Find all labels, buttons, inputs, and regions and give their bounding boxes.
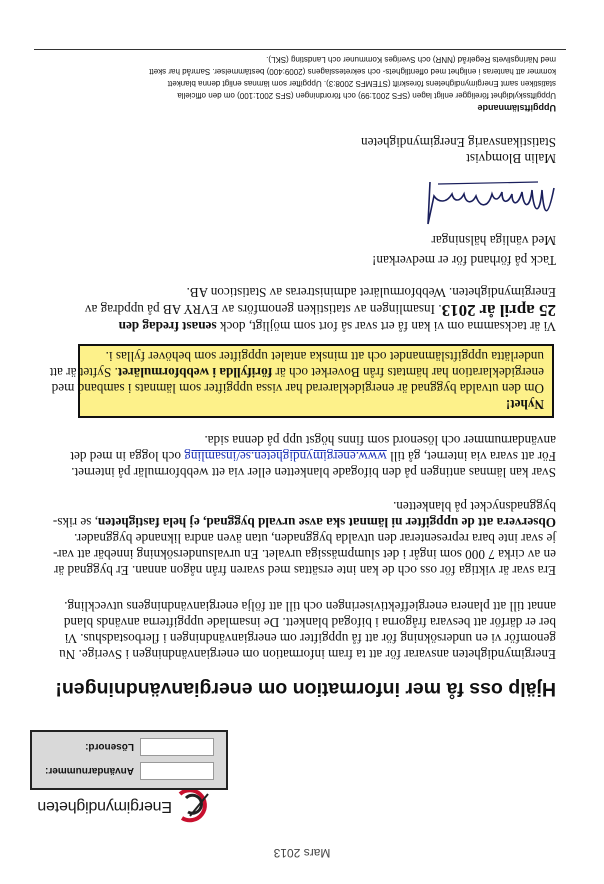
thanks-text: Tack på förhand för er medverkan!: [372, 253, 556, 268]
signatory-name: Malin Blomqvist: [466, 151, 556, 166]
logo-swoosh-icon: [172, 788, 212, 824]
respond-line: användarnummer och lösenord som finns högst upp på denna sida.: [204, 433, 556, 448]
importance-line: Era svar är viktiga för oss och de kan inte ersättas med svaren från någon annan. Er byggnad är: [53, 563, 556, 578]
deadline-text: Vi är tacksamma om vi kan få ert svar så fort som möjligt, dock: [216, 319, 556, 334]
news-bold-text: förifyllda i webbformuläret: [117, 365, 273, 380]
importance-line: en av cirka 7 000 som ingår i det slumpmässiga urvalet. En urvalsundersökning innebär att var-: [53, 547, 556, 562]
logo-text: Energimyndigheten: [37, 798, 172, 815]
respond-text: För att svara via internet, gå till: [386, 449, 556, 464]
obligation-line: kommer att hanteras i enlighet med offentlighets- och sekretesslagens (2009:400) bestämmelser. Samråd har skett: [149, 67, 556, 76]
observe-line: [53, 515, 556, 531]
importance-line: je svar inte bara representerar den utvalda byggnaden, utan även andra liknande byggnader.: [74, 531, 556, 546]
intro-line: ber er därför att besvara frågorna i bifogad blankett. De insamlade uppgifterna används bland: [63, 615, 556, 630]
footer-rule: [34, 49, 566, 50]
deadline-line: Energimyndigheten. Webbformuläret administreras av Statisticon AB.: [186, 285, 556, 300]
intro-line: annat till att planera energieffektiviseringen och till att följa energianvändningens utveckling.: [64, 599, 556, 614]
deadline-date: 25 april år 2013: [441, 301, 556, 320]
news-line: [50, 365, 544, 381]
password-field[interactable]: [140, 738, 214, 756]
signatory-role: Statistikansvarig Energimyndigheten: [361, 135, 556, 150]
obligation-line: med Näringslivets Regelråd (NNR) och Sveriges Kommuner och Landsting (SKL).: [266, 55, 556, 64]
password-label: Lösenord:: [85, 741, 134, 753]
news-line: Om den utvalda byggnad är energideklarerad har vissa uppgifter som lämnats i samband med: [51, 381, 544, 396]
news-text: . Syftet är att: [49, 365, 118, 380]
obligation-line: Uppgiftsskyldighet föreligger enligt lagen (SFS 2001:99) och förordningen (SFS 2001:100) om den officiella: [177, 91, 556, 100]
news-line: underlätta uppgiftslämnandet och att minska antalet uppgifter som behöver fyllas i.: [105, 349, 544, 364]
deadline-bold-text: senast fredag den: [118, 319, 217, 334]
footer-date: Mars 2013: [273, 846, 331, 860]
respond-line: [70, 449, 556, 465]
respond-line: Svar kan lämnas antingen på den bifogade blanketten eller via ett webbformulär på internet.: [71, 465, 556, 480]
observe-bold-text: Observera att de uppgifter ni lämnat ska avse urvald byggnad, ej hela fastigheten: [97, 515, 556, 530]
deadline-text: . Insamlingen av statistiken genomförs av EVRY AB på uppdrag av: [84, 302, 442, 317]
respond-text: och logga in med det: [70, 449, 185, 464]
page-heading: Hjälp oss få mer information om energianvändningen!: [55, 678, 556, 700]
insamling-link[interactable]: www.energimyndigheten.se/insamling: [184, 449, 387, 464]
news-title: Nyhet!: [505, 397, 544, 412]
news-text: energideklaration har hämtats från Boverket och är: [272, 365, 544, 380]
signature-image: [418, 170, 558, 228]
deadline-line: [119, 319, 556, 335]
obligation-line: statistiken samt Energimyndighetens föreskrift (STEMFS 2008:3). Uppgifter som lämnas enligt denna blankett: [167, 79, 556, 88]
news-box: [49, 344, 554, 418]
obligation-title: Uppgiftslämnande: [477, 103, 556, 113]
username-label: Användarnummer:: [45, 765, 134, 777]
username-field[interactable]: [140, 762, 214, 780]
regards-text: Med vänliga hälsningar: [431, 233, 556, 248]
login-credentials-box: [30, 730, 228, 790]
intro-line: genomför vi en undersökning för att få uppgifter om energianvändningen i flerbostadshus. Vi: [64, 631, 556, 646]
energimyndigheten-logo: [38, 788, 212, 824]
observe-line: byggnadsnycket på blanketten.: [393, 499, 556, 514]
deadline-line: [85, 302, 556, 319]
observe-rest-text: , se riks-: [52, 515, 98, 530]
intro-line: Energimyndigheten ansvarar för att ta fram information om energianvändningen i Sverige. Nu: [59, 647, 556, 662]
